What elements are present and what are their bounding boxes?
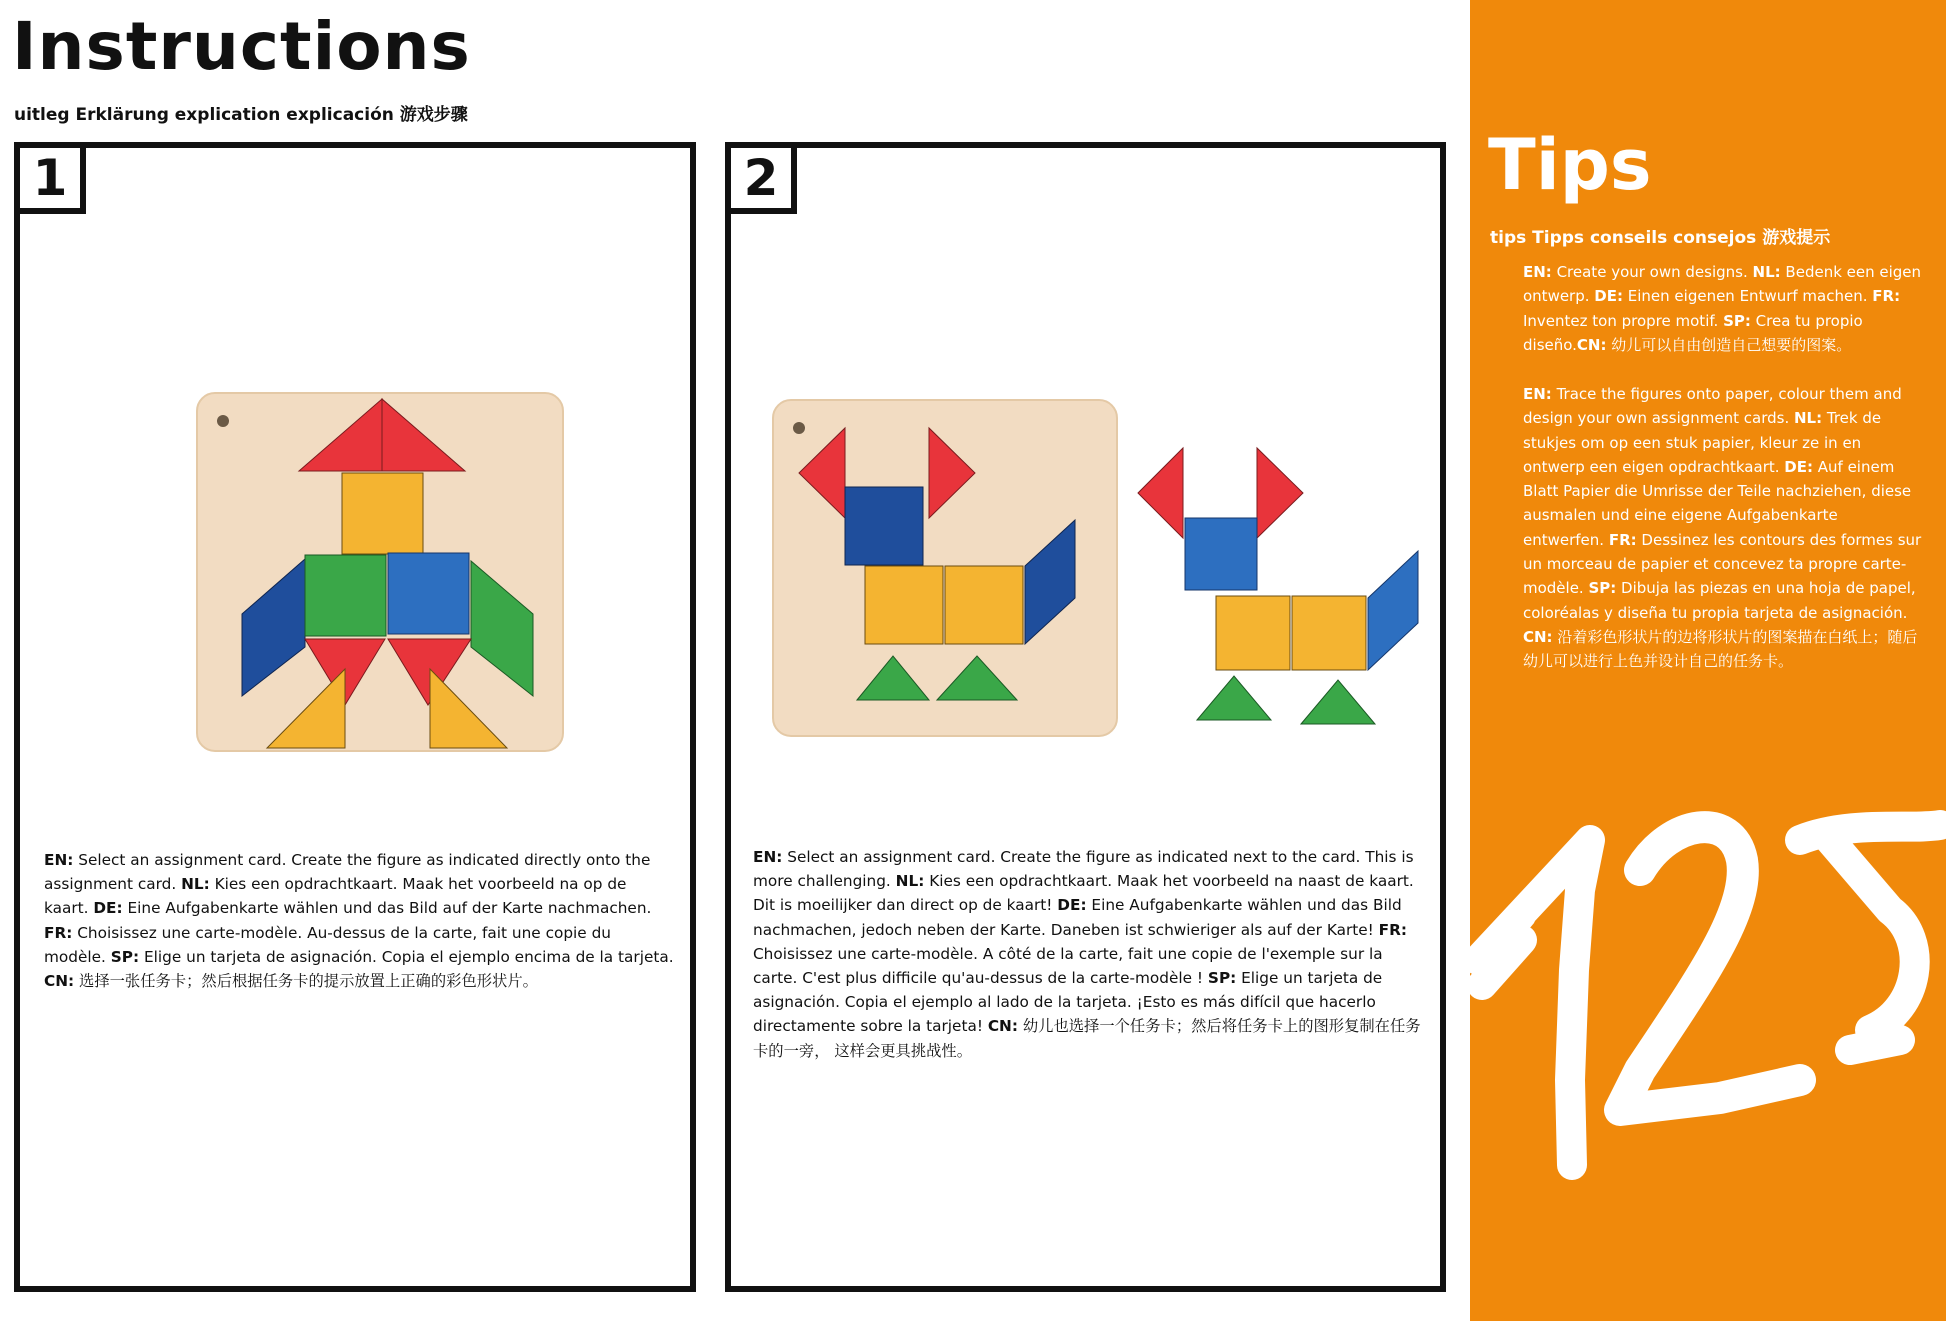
lang-fr-label: FR: xyxy=(1872,287,1901,306)
red-ear-left-loose xyxy=(1138,448,1183,538)
tip-1 xyxy=(1523,260,1923,357)
blue-square-head xyxy=(845,487,923,565)
brush-number-decoration xyxy=(1470,780,1946,1180)
text-de: Auf einem Blatt Papier die Umrisse der Teile nachziehen, diese ausmalen und eine eigene Aufgabenkarte entwerfen. xyxy=(1523,457,1912,549)
lang-nl-label: NL: xyxy=(1752,263,1781,281)
lang-sp-label: SP: xyxy=(1207,969,1237,988)
lang-fr-label: FR: xyxy=(44,923,73,942)
text-en: Select an assignment card. Create the figure as indicated next to the card. This is more challenging. xyxy=(753,848,1414,891)
yellow-body-right xyxy=(945,566,1023,644)
text-nl: Trek de stukjes om op een stuk papier, kleur ze in en ontwerp een eigen opdrachtkaart. xyxy=(1523,409,1882,476)
lang-cn-label: CN: xyxy=(1576,335,1607,354)
blue-square-head-loose xyxy=(1185,518,1257,590)
lang-cn-label: CN: xyxy=(1523,627,1553,646)
text-fr: Choisissez une carte-modèle. A côté de la carte, fait une copie de l'exemple sur la carte. C'est plus difficile qu'au-dessus de la carte-modèle ! xyxy=(753,944,1383,988)
green-leg-left-loose xyxy=(1197,676,1271,720)
page-subtitle: uitleg Erklärung explication explicación 游戏步骤 xyxy=(14,105,468,125)
lang-nl-label: NL: xyxy=(895,872,925,891)
tips-sidebar xyxy=(1470,0,1946,1321)
lang-cn-label: CN: xyxy=(987,1017,1018,1036)
text-de: Eine Aufgabenkarte wählen und das Bild nachmachen, jedoch neben der Karte. Daneben ist schwieriger als auf der Karte! xyxy=(753,896,1402,939)
text-en: Select an assignment card. Create the figure as indicated directly onto the assignment card. xyxy=(44,851,651,894)
blue-tail-loose xyxy=(1368,551,1418,670)
lang-cn-label: CN: xyxy=(44,972,75,991)
text-de: Einen eigenen Entwurf machen. xyxy=(1623,287,1873,306)
lang-fr-label: FR: xyxy=(1608,530,1637,549)
text-fr: Inventez ton propre motif. xyxy=(1523,311,1724,330)
step-2-number: 2 xyxy=(725,142,797,214)
text-sp: Elige un tarjeta de asignación. Copia el ejemplo al lado de la tarjeta. ¡Esto es más difícil que hacerlo directamente sobre la tarjeta! xyxy=(753,969,1383,1036)
lang-en-label: EN: xyxy=(44,851,74,869)
blue-square-body xyxy=(388,553,469,634)
tips-title: Tips xyxy=(1488,124,1652,206)
text-cn: 幼儿也选择一个任务卡；然后将任务卡上的图形复制在任务卡的一旁， 这样会更具挑战性。 xyxy=(753,1017,1421,1060)
lang-de-label: DE: xyxy=(1784,457,1813,476)
text-cn: 选择一张任务卡；然后根据任务卡的提示放置上正确的彩色形状片。 xyxy=(74,972,538,991)
board-hole-icon xyxy=(217,415,229,427)
lang-fr-label: FR: xyxy=(1378,920,1408,939)
green-leg-right-loose xyxy=(1301,680,1375,724)
yellow-body-right-loose xyxy=(1292,596,1366,670)
text-en: Trace the figures onto paper, colour them and design your own assignment cards. xyxy=(1523,385,1902,428)
text-nl: Kies een opdrachtkaart. Maak het voorbeeld na naast de kaart. Dit is moeilijker dan direct op de kaart! xyxy=(753,872,1414,915)
lang-nl-label: NL: xyxy=(1793,409,1823,428)
lang-en-label: EN: xyxy=(1523,263,1552,281)
green-square-body xyxy=(305,555,386,636)
yellow-square-head xyxy=(342,473,423,554)
step-1-panel xyxy=(14,142,696,1292)
text-nl: Bedenk een eigen ontwerp. xyxy=(1523,263,1922,306)
text-sp: Elige un tarjeta de asignación. Copia el ejemplo encima de la tarjeta. xyxy=(139,947,674,966)
step-2-instructions xyxy=(753,845,1423,1063)
step-1-number: 1 xyxy=(14,142,86,214)
step-1-illustration xyxy=(195,391,567,756)
text-de: Eine Aufgabenkarte wählen und das Bild auf der Karte nachmachen. xyxy=(122,899,652,918)
text-en: Create your own designs. xyxy=(1551,263,1753,281)
text-sp: Dibuja las piezas en una hoja de papel, coloréalas y diseña tu propia tarjeta de asignación. xyxy=(1523,579,1916,622)
text-fr: Dessinez les contours des formes sur un morceau de papier et concevez ta propre carte-modèle. xyxy=(1523,530,1922,598)
lang-en-label: EN: xyxy=(1523,385,1552,403)
lang-de-label: DE: xyxy=(93,899,123,918)
lang-de-label: DE: xyxy=(1057,896,1087,915)
lang-nl-label: NL: xyxy=(181,875,210,894)
text-fr: Choisissez une carte-modèle. Au-dessus de la carte, fait une copie du modèle. xyxy=(44,923,611,966)
text-cn: 沿着彩色形状片的边将形状片的图案描在白纸上；随后幼儿可以进行上色并设计自己的任务卡。 xyxy=(1523,627,1918,671)
text-cn: 幼儿可以自由创造自己想要的图案。 xyxy=(1606,335,1852,354)
page-title: Instructions xyxy=(12,8,471,85)
step-2-panel xyxy=(725,142,1446,1292)
step-1-instructions xyxy=(44,848,674,993)
text-nl: Kies een opdrachtkaart. Maak het voorbeeld na op de kaart. xyxy=(44,875,627,918)
board-hole-icon xyxy=(793,422,805,434)
lang-de-label: DE: xyxy=(1594,287,1623,306)
lang-sp-label: SP: xyxy=(1723,311,1751,330)
yellow-body-left-loose xyxy=(1216,596,1290,670)
tips-subtitle: tips Tipps conseils consejos 游戏提示 xyxy=(1490,228,1831,248)
step-2-illustration xyxy=(771,398,1451,748)
tip-2 xyxy=(1523,382,1923,674)
lang-sp-label: SP: xyxy=(110,947,140,966)
text-sp: Crea tu propio diseño. xyxy=(1523,311,1863,354)
red-ear-right-loose xyxy=(1257,448,1303,538)
lang-en-label: EN: xyxy=(753,848,783,866)
yellow-body-left xyxy=(865,566,943,644)
lang-sp-label: SP: xyxy=(1588,579,1617,598)
